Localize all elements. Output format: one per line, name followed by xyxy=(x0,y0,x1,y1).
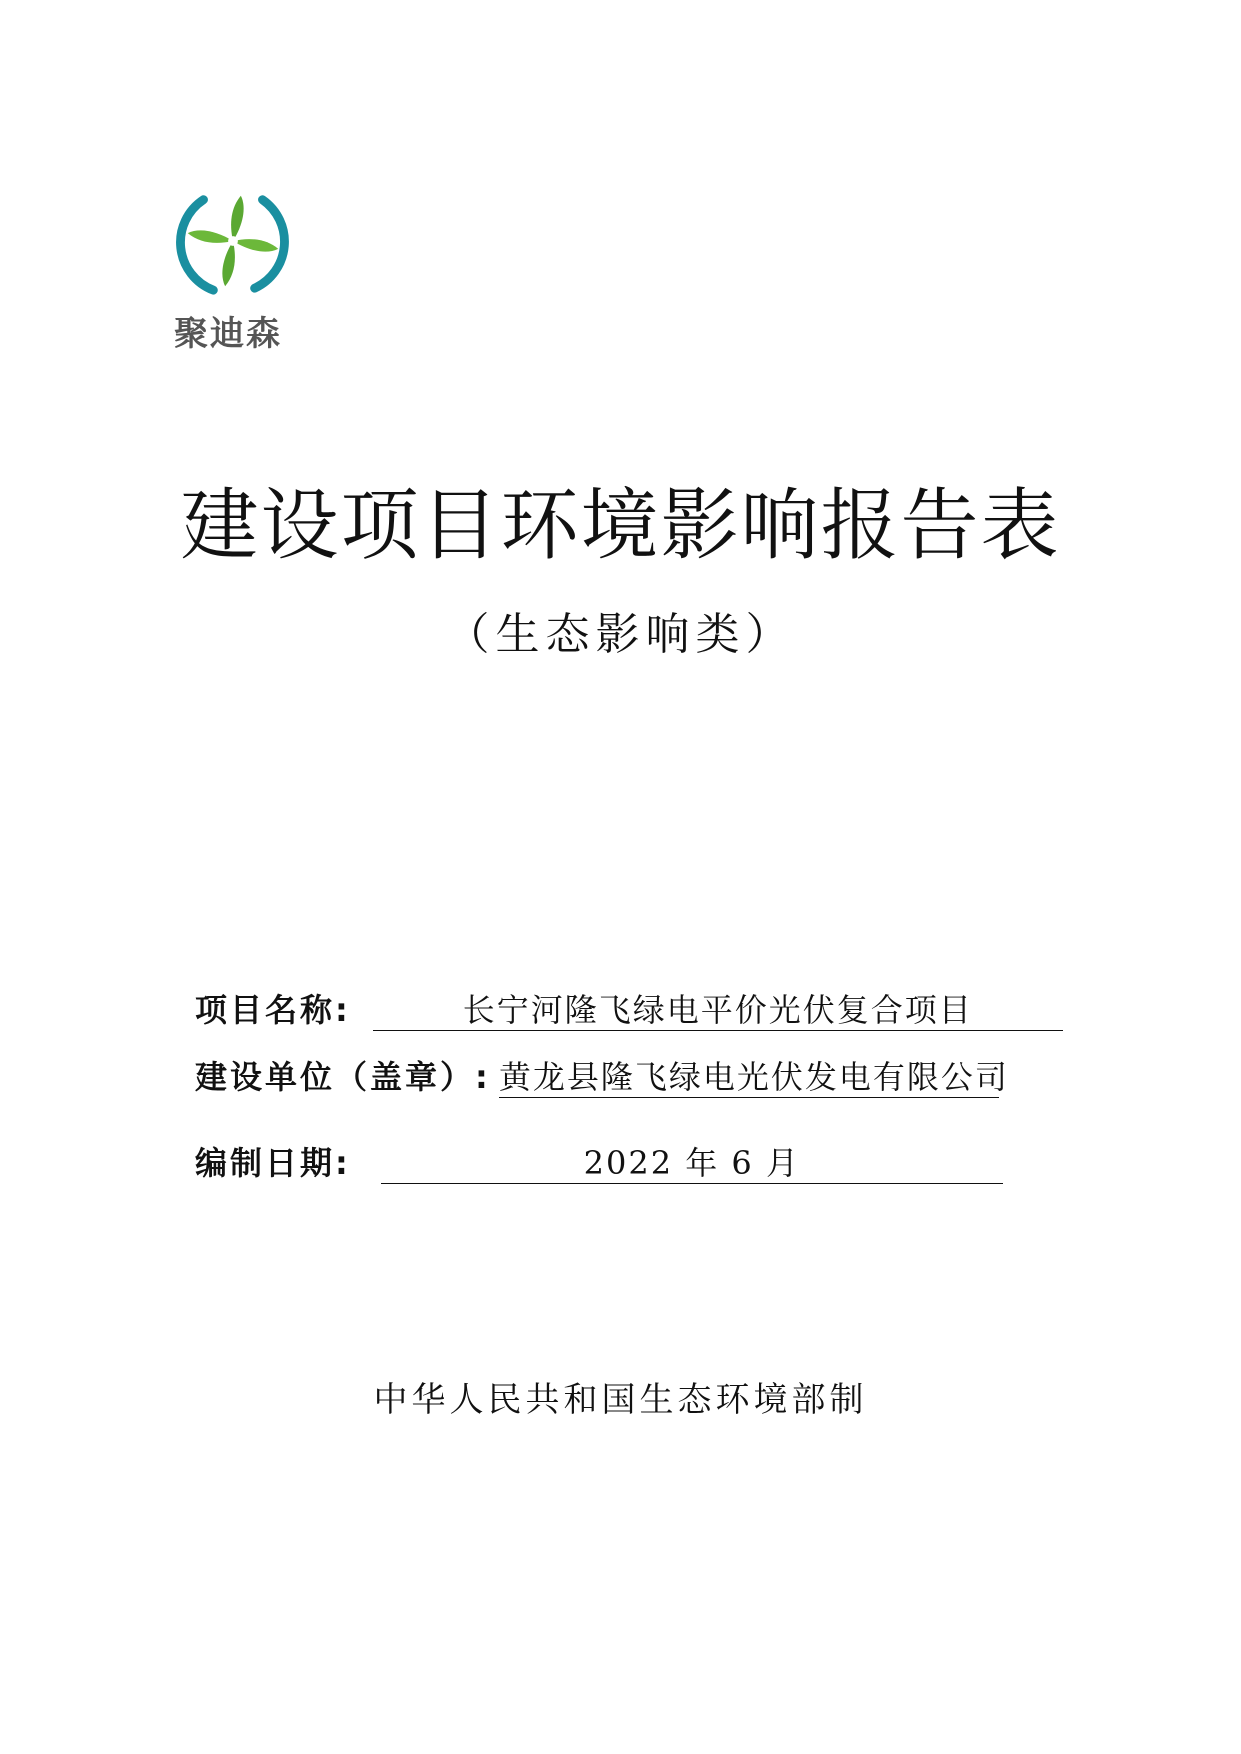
date-label: 编制日期: xyxy=(195,1144,351,1182)
document-subtitle: （生态影响类） xyxy=(445,609,796,660)
builder-row xyxy=(195,1052,1009,1098)
brand-name: 聚迪森 xyxy=(174,314,282,354)
date-row xyxy=(195,1138,1003,1184)
pinwheel-logo-icon xyxy=(174,182,292,300)
project-name-label: 项目名称: xyxy=(195,991,351,1029)
date-value: 2022 年 6 月 xyxy=(381,1143,1003,1184)
issuer-footer: 中华人民共和国生态环境部制 xyxy=(373,1380,868,1420)
company-logo xyxy=(168,182,308,352)
builder-value: 黄龙县隆飞绿电光伏发电有限公司 xyxy=(498,1058,1009,1096)
project-name-row xyxy=(195,985,1063,1031)
project-name-value: 长宁河隆飞绿电平价光伏复合项目 xyxy=(373,990,1063,1031)
document-title: 建设项目环境影响报告表 xyxy=(180,481,1061,571)
builder-label: 建设单位（盖章）: xyxy=(195,1058,491,1096)
